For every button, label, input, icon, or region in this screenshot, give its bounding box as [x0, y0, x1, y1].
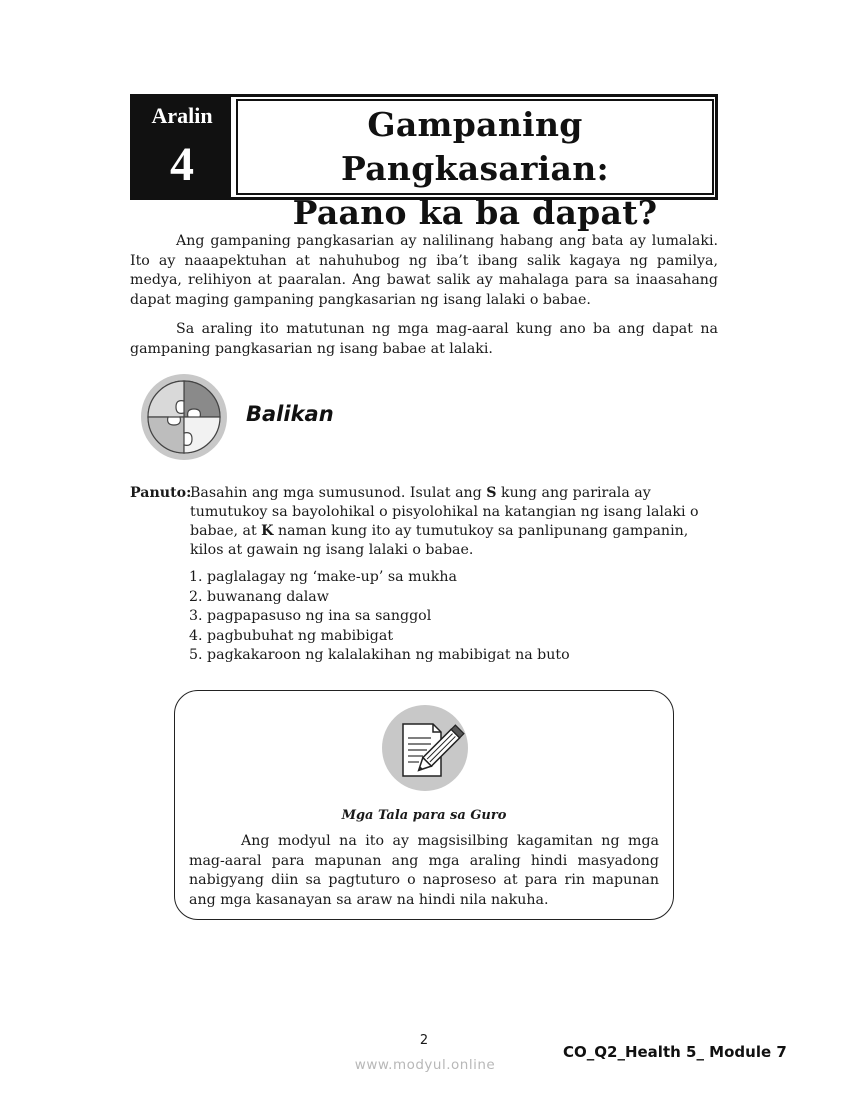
lesson-title-line1: Gampaning Pangkasarian:: [341, 105, 609, 188]
lesson-title-box: [236, 99, 714, 232]
activity-list: [189, 568, 570, 666]
lesson-number-box: [133, 97, 231, 197]
list-item: 2. buwanang dalaw: [189, 588, 329, 605]
pencil-paper-icon: [381, 704, 469, 792]
puzzle-icon: [140, 373, 228, 461]
teacher-notes-title: Mga Tala para sa Guro: [341, 808, 507, 823]
instructions: [130, 484, 720, 560]
lesson-word: Aralin: [151, 103, 213, 128]
list-item: 3. pagpapasuso ng ina sa sanggol: [189, 608, 432, 624]
intro-paragraph-2: Sa araling ito matutunan ng mga mag-aaral kung ano ba ang dapat na gampaning pangkasarian ng isang babae at lalaki.: [130, 321, 718, 357]
instructions-label: Panuto:: [130, 485, 192, 501]
list-item: 4. pagbubuhat ng mabibigat: [189, 627, 394, 644]
website-watermark: www.modyul.online: [354, 1057, 496, 1073]
module-code: CO_Q2_Health 5_ Module 7: [563, 1043, 787, 1061]
lesson-title-line2: Paano ka ba dapat?: [292, 193, 658, 232]
lesson-number: 4: [170, 138, 194, 191]
section-title-balikan: Balikan: [246, 402, 334, 426]
page-number: 2: [419, 1033, 429, 1048]
list-item: 5. pagkakaroon ng kalalakihan ng mabibigat na buto: [189, 647, 570, 663]
teacher-notes-body: Ang modyul na ito ay magsisilbing kagamitan ng mga mag-aaral para mapunan ang mga araling hindi masyadong nabigyang diin sa pagtuturo o naproseso at para rin mapunan ang mga kasanayan sa araw na hindi nila nakuha.: [189, 833, 659, 908]
intro-paragraph-1: Ang gampaning pangkasarian ay nalilinang habang ang bata ay lumalaki. Ito ay naaapektuhan at nahuhubog ng iba’t ibang salik kagaya ng pamilya, medya, relihiyon at paaralan. Ang bawat salik ay mahalaga para sa inaasahang dapat maging gampaning pangkasarian ng isang lalaki o babae.: [130, 233, 718, 308]
list-item: 1. paglalagay ng ‘make-up’ sa mukha: [189, 569, 457, 585]
instructions-text: Basahin ang mga sumusunod. Isulat ang S kung ang parirala ay tumutukoy sa bayolohikal o pisyolohikal na katangian ng isang lalaki o babae, at K naman kung ito ay tumutukoy sa panlipunang gampanin, kilos at gawain ng isang lalaki o babae.: [190, 485, 699, 558]
